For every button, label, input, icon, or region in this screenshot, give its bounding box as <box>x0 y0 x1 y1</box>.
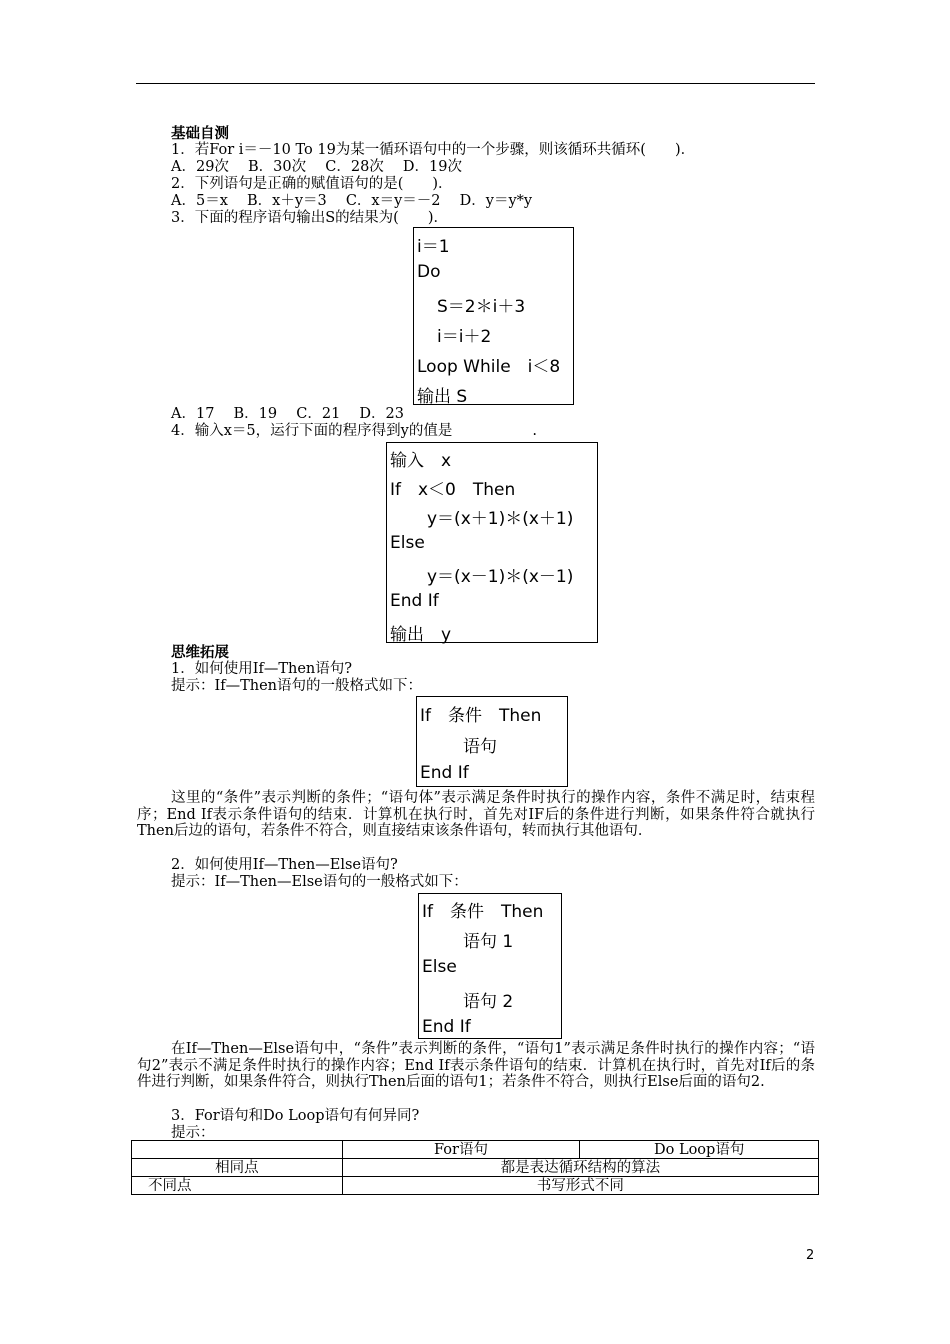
header-rule <box>136 83 815 84</box>
question-3-options: A．17 B．19 C．21 D．23 <box>171 406 404 422</box>
code-line: End If <box>390 591 439 611</box>
topic-1-question: 1．如何使用If—Then语句? <box>171 661 353 677</box>
table-row <box>132 1159 819 1177</box>
comparison-table <box>131 1140 819 1195</box>
topic-2-question: 2．如何使用If—Then—Else语句? <box>171 857 398 873</box>
question-3: 3．下面的程序语句输出S的结果为( )． <box>171 210 448 226</box>
table-row <box>132 1141 819 1159</box>
topic-2-explanation: 在If—Then—Else语句中，“条件”表示判断的条件，“语句1”表示满足条件时执行的操作内容；“语句2”表示不满足条件时执行的操作内容；End If表示条件语句的结束．计算机在执行时，首先对If后的条件进行判断，如果条件符合，则执行Then后面的语句1；若条件不符合，则执行Else后面的语句2. <box>137 1041 815 1091</box>
section-title-extension: 思维拓展 <box>171 644 229 661</box>
code-box-if-then-else <box>418 893 562 1039</box>
code-line: Else <box>390 533 425 553</box>
table-cell <box>132 1141 343 1159</box>
table-label-diff: 不同点 <box>132 1177 343 1195</box>
topic-2-hint: 提示：If—Then—Else语句的一般格式如下： <box>171 874 468 890</box>
code-line: If x＜0 Then <box>390 480 516 500</box>
code-line: 输入 x <box>390 451 452 471</box>
code-line: If 条件 Then <box>420 706 542 726</box>
question-4-end: . <box>532 423 537 439</box>
code-line: Do <box>417 262 441 282</box>
question-4 <box>171 423 537 440</box>
code-line: End If <box>422 1017 471 1037</box>
topic-3-question: 3．For语句和Do Loop语句有何异同? <box>171 1108 420 1124</box>
topic-3-hint: 提示： <box>171 1125 215 1141</box>
code-line: i＝1 <box>417 237 450 257</box>
table-header-doloop: Do Loop语句 <box>580 1141 819 1159</box>
code-line: i＝i＋2 <box>437 327 492 347</box>
question-1-options: A．29次 B．30次 C．28次 D．19次 <box>171 159 462 175</box>
code-line: Else <box>422 957 457 977</box>
topic-1-hint: 提示：If—Then语句的一般格式如下： <box>171 678 423 694</box>
table-row <box>132 1177 819 1195</box>
code-line: 语句 1 <box>463 932 514 952</box>
code-line: End If <box>420 763 469 783</box>
topic-1-explanation: 这里的“条件”表示判断的条件；“语句体”表示满足条件时执行的操作内容，条件不满足时，结束程序；End If表示条件语句的结束．计算机在执行时，首先对IF后的条件进行判断，如果条件符合就执行Then后边的语句，若条件不符合，则直接结束该条件语句，转而执行其他语句． <box>137 790 815 840</box>
code-box-q4 <box>386 442 598 643</box>
code-line: y＝(x＋1)＊(x＋1) <box>427 509 574 529</box>
table-label-same: 相同点 <box>132 1159 343 1177</box>
table-header-for: For语句 <box>342 1141 580 1159</box>
code-line: 语句 <box>463 737 497 757</box>
code-line: y＝(x－1)＊(x－1) <box>427 567 574 587</box>
code-box-q3 <box>413 227 574 405</box>
code-line: 输出 S <box>417 387 468 407</box>
question-2-options: A．5＝x B．x＋y＝3 C．x＝y＝－2 D．y＝y*y <box>171 193 533 209</box>
code-line: S＝2＊i＋3 <box>437 297 526 317</box>
code-line: 输出 y <box>390 625 452 645</box>
question-1: 1．若For i＝－10 To 19为某一循环语句中的一个步骤，则该循环共循环( )． <box>171 142 696 158</box>
table-value-same: 都是表达循环结构的算法 <box>342 1159 818 1177</box>
code-box-if-then <box>416 696 568 787</box>
code-line: If 条件 Then <box>422 902 544 922</box>
question-4-text: 4．输入x＝5，运行下面的程序得到y的值是 <box>171 423 453 439</box>
answer-blank <box>452 434 532 435</box>
question-2: 2．下列语句是正确的赋值语句的是( )． <box>171 176 453 192</box>
page-number: 2 <box>806 1248 815 1263</box>
section-title-basic: 基础自测 <box>171 125 229 142</box>
table-value-diff: 书写形式不同 <box>342 1177 818 1195</box>
code-line: 语句 2 <box>463 992 514 1012</box>
code-line: Loop While i＜8 <box>417 357 561 377</box>
